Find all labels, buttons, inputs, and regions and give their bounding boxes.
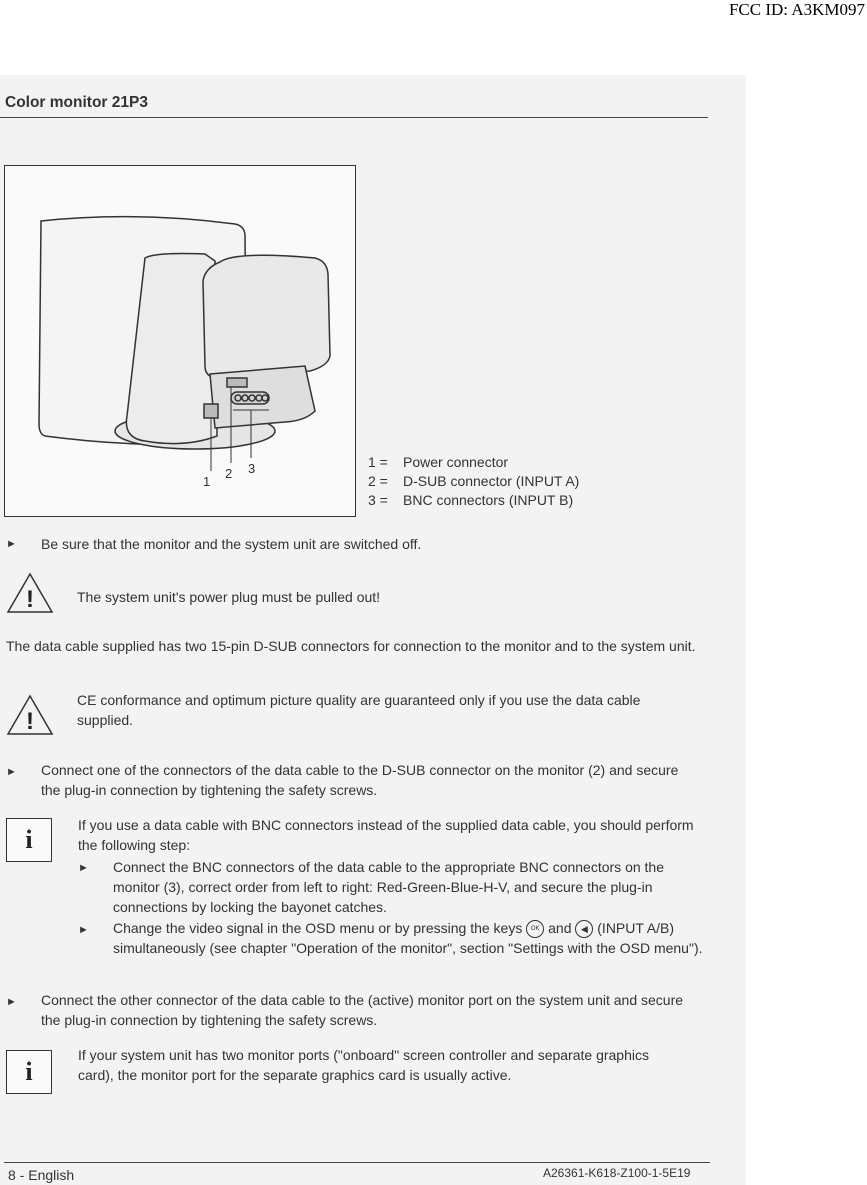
footer-rule [4, 1162, 710, 1163]
legend-label: D-SUB connector (INPUT A) [403, 473, 580, 489]
info-box-icon: i [6, 818, 52, 862]
change-signal-rest: (INPUT A/B) simultaneously (see chapter "Operation of the monitor", section "Settings with the OSD menu"). [113, 920, 703, 957]
triangle-bullet-icon: ► [6, 538, 17, 550]
legend-row [368, 453, 579, 472]
callout-2: 2 [225, 466, 233, 481]
info-box-icon: i [6, 1050, 52, 1094]
legend-number: 3 = [368, 492, 388, 508]
legend-label: BNC connectors (INPUT B) [403, 492, 574, 508]
data-cable-paragraph: The data cable supplied has two 15-pin D-SUB connectors for connection to the monitor and to the system unit. [6, 638, 696, 654]
triangle-bullet-icon: ► [6, 996, 17, 1008]
warning-ce-conformance: CE conformance and optimum picture quality are guaranteed only if you use the data cable supplied. [77, 692, 641, 728]
info-bnc-change-signal [113, 918, 703, 958]
and-text: and [548, 920, 572, 936]
warning-triangle-icon [6, 572, 54, 614]
warning-power-plug: The system unit's power plug must be pulled out! [77, 589, 381, 605]
triangle-bullet-icon: ► [78, 924, 89, 936]
monitor-rear-illustration [5, 166, 355, 516]
warning-mark: ! [26, 586, 34, 613]
warning-mark: ! [26, 708, 34, 735]
triangle-bullet-icon: ► [78, 862, 89, 874]
figure-legend [368, 453, 579, 510]
legend-row [368, 491, 579, 510]
legend-number: 2 = [368, 473, 388, 489]
triangle-bullet-icon: ► [6, 766, 17, 778]
legend-row [368, 472, 579, 491]
step-switch-off: Be sure that the monitor and the system unit are switched off. [41, 536, 422, 552]
warning-triangle-icon [6, 694, 54, 736]
callout-3: 3 [248, 461, 256, 476]
page-number: 8 - English [8, 1167, 75, 1183]
title-rule [0, 117, 708, 118]
step-connect-system-unit: Connect the other connector of the data cable to the (active) monitor port on the system unit and secure the plug-in connection by tightening the safety screws. [41, 992, 684, 1028]
left-arrow-key-icon: ◀ [575, 920, 593, 938]
page-title: Color monitor 21P3 [5, 94, 148, 111]
info-bnc-connect: Connect the BNC connectors of the data cable to the appropriate BNC connectors on the monitor (3), correct order from left to right: Red-Green-Blue-H-V, and secure the plug-in connections by locking the bayonet catches. [113, 859, 664, 915]
legend-number: 1 = [368, 454, 388, 470]
step-connect-monitor: Connect one of the connectors of the data cable to the D-SUB connector on the monitor (2) and secure the plug-in connection by tightening the safety screws. [41, 762, 679, 798]
change-signal-text: Change the video signal in the OSD menu or by pressing the keys [113, 920, 523, 936]
callout-1: 1 [203, 474, 211, 489]
fcc-id-header: FCC ID: A3KM097 [728, 0, 865, 19]
info-monitor-ports: If your system unit has two monitor ports ("onboard" screen controller and separate graphics card), the monitor port for the separate graphics card is usually active. [78, 1047, 649, 1083]
info-bnc-intro: If you use a data cable with BNC connectors instead of the supplied data cable, you should perform the following step: [78, 817, 694, 853]
ok-key-icon: OK [526, 920, 544, 938]
monitor-rear-figure [4, 165, 356, 517]
legend-label: Power connector [403, 454, 509, 470]
document-code: A26361-K618-Z100-1-5E19 [543, 1166, 691, 1180]
